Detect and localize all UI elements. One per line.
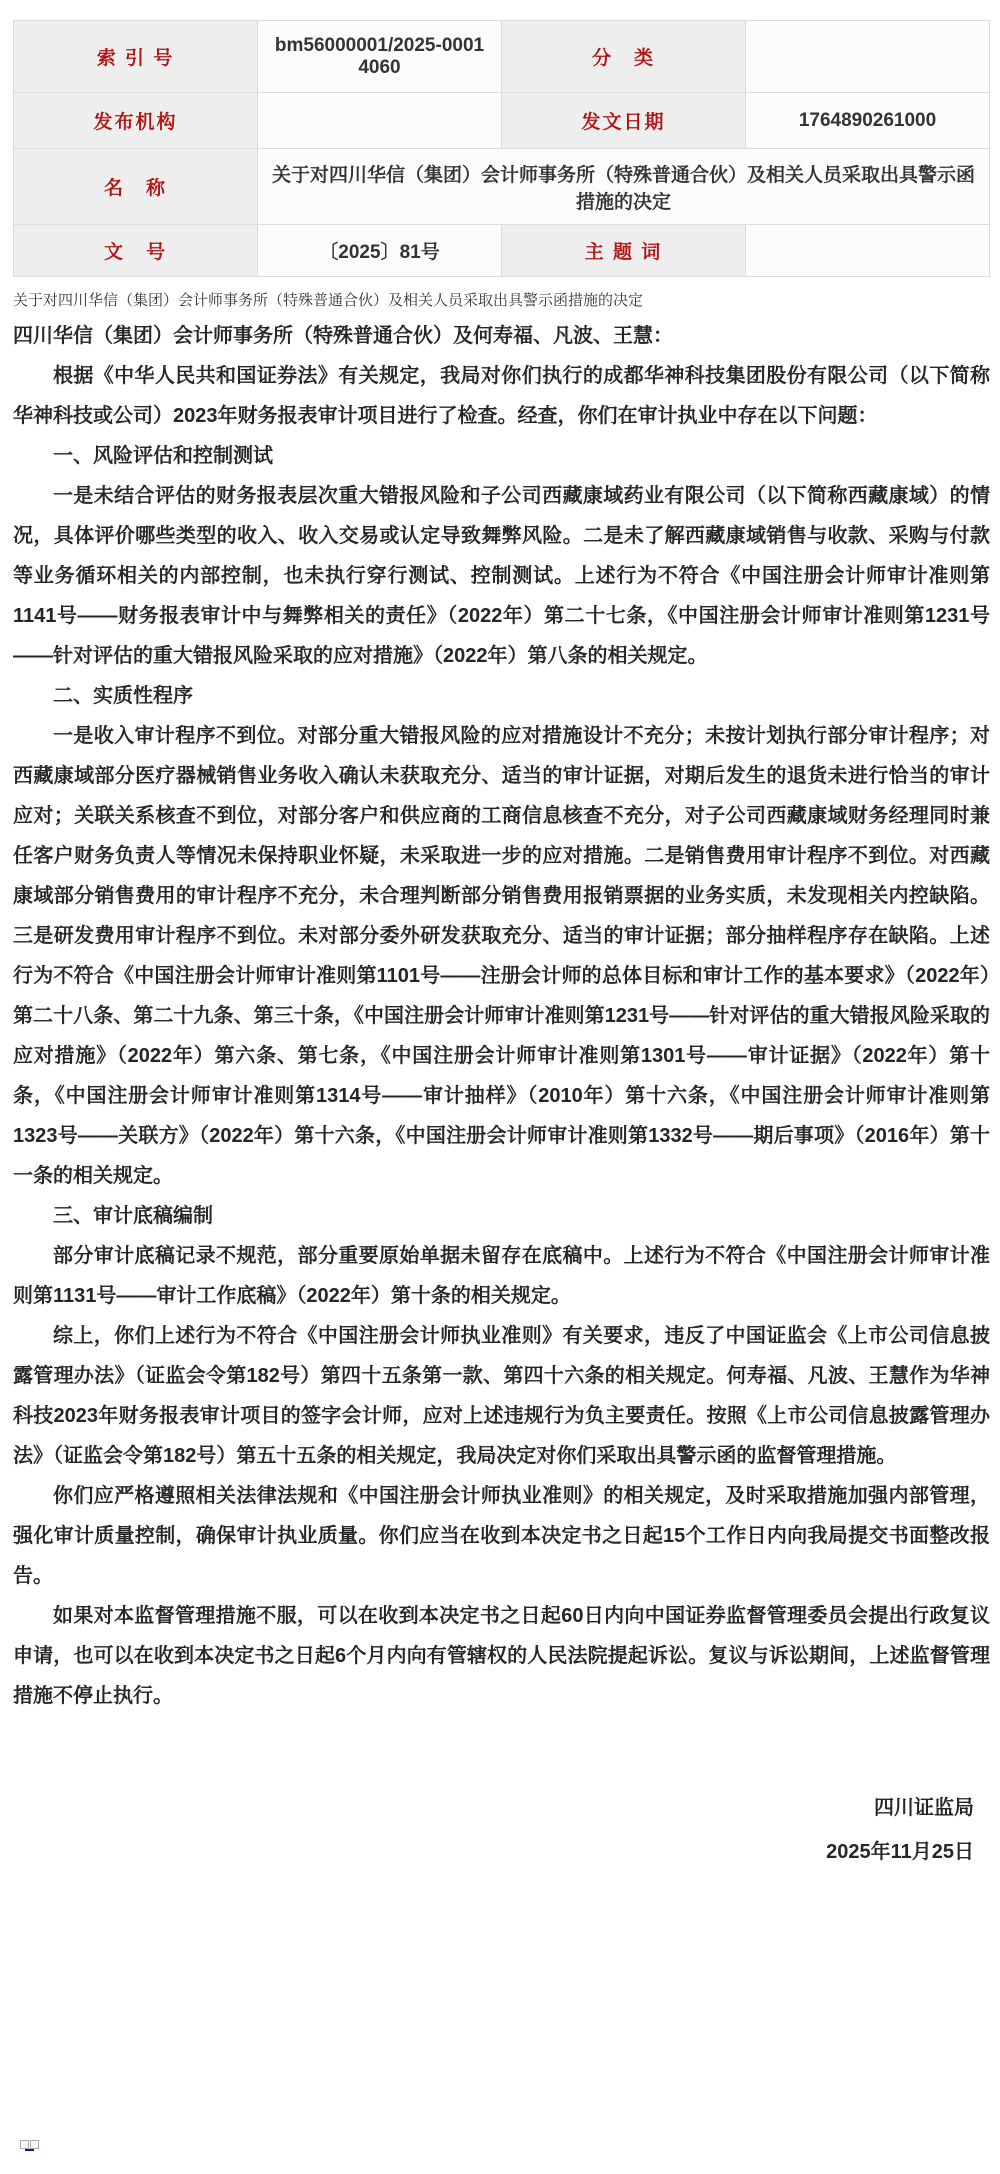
appeal-rights-paragraph: 如果对本监督管理措施不服，可以在收到本决定书之日起60日内向中国证券监督管理委员会提出行政复议申请，也可以在收到本决定书之日起6个月内向有管辖权的人民法院提起诉讼。复议与诉讼期间，上述监督管理措施不停止执行。 (13, 1605, 990, 1707)
doc-number-value: 〔2025〕81号 (258, 225, 502, 277)
subject-words-value (746, 225, 990, 277)
signature-block (13, 1786, 990, 1874)
broken-image-placeholders (20, 2140, 39, 2152)
table-row (14, 225, 990, 277)
issue-date-label: 发文日期 (502, 93, 746, 149)
intro-paragraph: 根据《中华人民共和国证券法》有关规定，我局对你们执行的成都华神科技集团股份有限公司（以下简称华神科技或公司）2023年财务报表审计项目进行了检查。经查，你们在审计执业中存在以下问题： (13, 365, 990, 427)
section-3-heading: 三、审计底稿编制 (53, 1205, 213, 1227)
doc-name-value: 关于对四川华信（集团）会计师事务所（特殊普通合伙）及相关人员采取出具警示函措施的决定 (258, 149, 990, 225)
document-title: 关于对四川华信（集团）会计师事务所（特殊普通合伙）及相关人员采取出具警示函措施的决定 (13, 292, 644, 309)
table-row (14, 21, 990, 93)
index-number-label: 索 引 号 (14, 21, 258, 93)
table-row (14, 149, 990, 225)
metadata-table (13, 20, 990, 277)
document-body (13, 316, 990, 1716)
index-number-value: bm56000001/2025-00014060 (258, 21, 502, 93)
issue-date-value: 1764890261000 (746, 93, 990, 149)
section-1-heading: 一、风险评估和控制测试 (53, 445, 273, 467)
conclusion-paragraph: 综上，你们上述行为不符合《中国注册会计师执业准则》有关要求，违反了中国证监会《上市公司信息披露管理办法》（证监会令第182号）第四十五条第一款、第四十六条的相关规定。何寿福、凡波、王慧作为华神科技2023年财务报表审计项目的签字会计师，应对上述违规行为负主要责任。按照《上市公司信息披露管理办法》（证监会令第182号）第五十五条的相关规定，我局决定对你们采取出具警示函的监督管理措施。 (13, 1325, 990, 1467)
category-value (746, 21, 990, 93)
category-label: 分 类 (502, 21, 746, 93)
section-1-paragraph: 一是未结合评估的财务报表层次重大错报风险和子公司西藏康域药业有限公司（以下简称西藏康域）的情况，具体评价哪些类型的收入、收入交易或认定导致舞弊风险。二是未了解西藏康域销售与收款、采购与付款等业务循环相关的内部控制，也未执行穿行测试、控制测试。上述行为不符合《中国注册会计师审计准则第1141号——财务报表审计中与舞弊相关的责任》（2022年）第二十七条，《中国注册会计师审计准则第1231号——针对评估的重大错报风险采取的应对措施》（2022年）第八条的相关规定。 (13, 485, 990, 667)
subject-words-label: 主 题 词 (502, 225, 746, 277)
signature-date: 2025年11月25日 (826, 1841, 974, 1863)
broken-image-icon (30, 2140, 39, 2149)
table-row (14, 93, 990, 149)
rectification-paragraph: 你们应严格遵照相关法律法规和《中国注册会计师执业准则》的相关规定，及时采取措施加强内部管理，强化审计质量控制，确保审计执业质量。你们应当在收到本决定书之日起15个工作日内向我局提交书面整改报告。 (13, 1485, 990, 1587)
section-2-heading: 二、实质性程序 (53, 685, 193, 707)
issuer-label: 发布机构 (14, 93, 258, 149)
doc-number-label: 文 号 (14, 225, 258, 277)
signature-org: 四川证监局 (874, 1797, 974, 1819)
salutation-line: 四川华信（集团）会计师事务所（特殊普通合伙）及何寿福、凡波、王慧： (13, 325, 673, 347)
doc-name-label: 名 称 (14, 149, 258, 225)
section-2-paragraph: 一是收入审计程序不到位。对部分重大错报风险的应对措施设计不充分；未按计划执行部分审计程序；对西藏康域部分医疗器械销售业务收入确认未获取充分、适当的审计证据，对期后发生的退货未进行恰当的审计应对；关联关系核查不到位，对部分客户和供应商的工商信息核查不充分，对子公司西藏康域财务经理同时兼任客户财务负责人等情况未保持职业怀疑，未采取进一步的应对措施。二是销售费用审计程序不到位。对西藏康域部分销售费用的审计程序不充分，未合理判断部分销售费用报销票据的业务实质，未发现相关内控缺陷。三是研发费用审计程序不到位。未对部分委外研发获取充分、适当的审计证据；部分抽样程序存在缺陷。上述行为不符合《中国注册会计师审计准则第1101号——注册会计师的总体目标和审计工作的基本要求》（2022年）第二十八条、第二十九条、第三十条，《中国注册会计师审计准则第1231号——针对评估的重大错报风险采取的应对措施》（2022年）第六条、第七条，《中国注册会计师审计准则第1301号——审计证据》（2022年）第十条，《中国注册会计师审计准则第1314号——审计抽样》（2010年）第十六条，《中国注册会计师审计准则第1323号——关联方》（2022年）第十六条，《中国注册会计师审计准则第1332号——期后事项》（2016年）第十一条的相关规定。 (13, 725, 990, 1187)
section-3-paragraph: 部分审计底稿记录不规范，部分重要原始单据未留存在底稿中。上述行为不符合《中国注册会计师审计准则第1131号——审计工作底稿》（2022年）第十条的相关规定。 (13, 1245, 990, 1307)
issuer-value (258, 93, 502, 149)
